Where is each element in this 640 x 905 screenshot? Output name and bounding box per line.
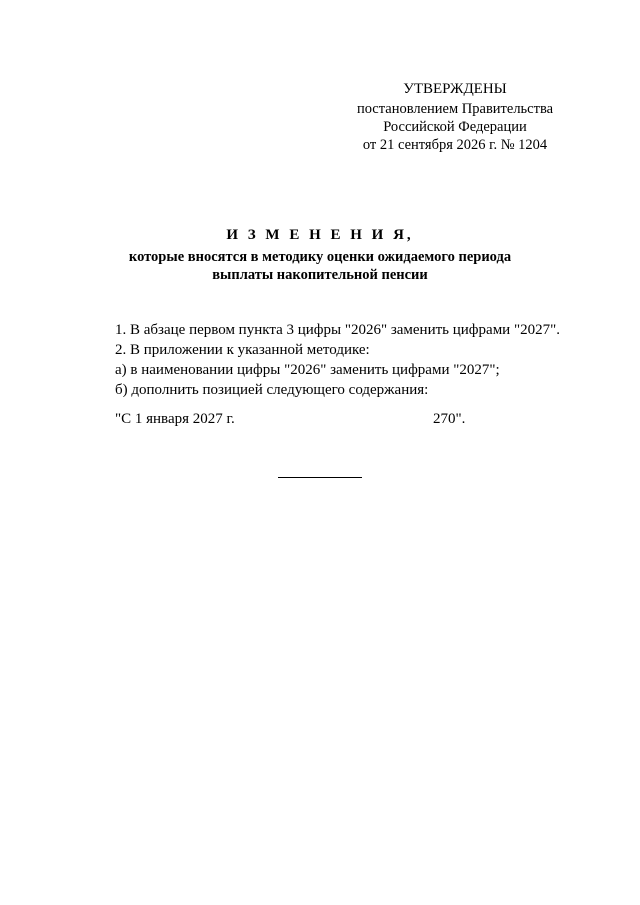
heading-title: И З М Е Н Е Н И Я, [226, 227, 414, 243]
end-of-document-line [278, 477, 362, 478]
position-value: 270". [433, 411, 466, 427]
heading-subtitle-line-1: которые вносятся в методику оценки ожидаемого периода [128, 249, 512, 265]
heading-subtitle-line-2: выплаты накопительной пенсии [212, 267, 428, 283]
added-position-row [115, 409, 585, 429]
document-heading [0, 226, 640, 284]
approval-block [340, 80, 570, 154]
approval-line-1: постановлением Правительства [356, 101, 554, 117]
paragraph-2a: а) в наименовании цифры "2026" заменить цифрами "2027"; [115, 362, 500, 378]
approval-line-3: от 21 сентября 2026 г. № 1204 [362, 137, 548, 153]
document-body [115, 320, 585, 400]
approval-title: УТВЕРЖДЕНЫ [403, 81, 507, 97]
paragraph-2b: б) дополнить позицией следующего содержания: [115, 382, 429, 398]
paragraph-1: 1. В абзаце первом пункта 3 цифры "2026" заменить цифрами "2027". [115, 322, 560, 338]
position-date: "С 1 января 2027 г. [115, 411, 235, 427]
paragraph-2: 2. В приложении к указанной методике: [115, 342, 370, 358]
approval-line-2: Российской Федерации [383, 119, 527, 135]
